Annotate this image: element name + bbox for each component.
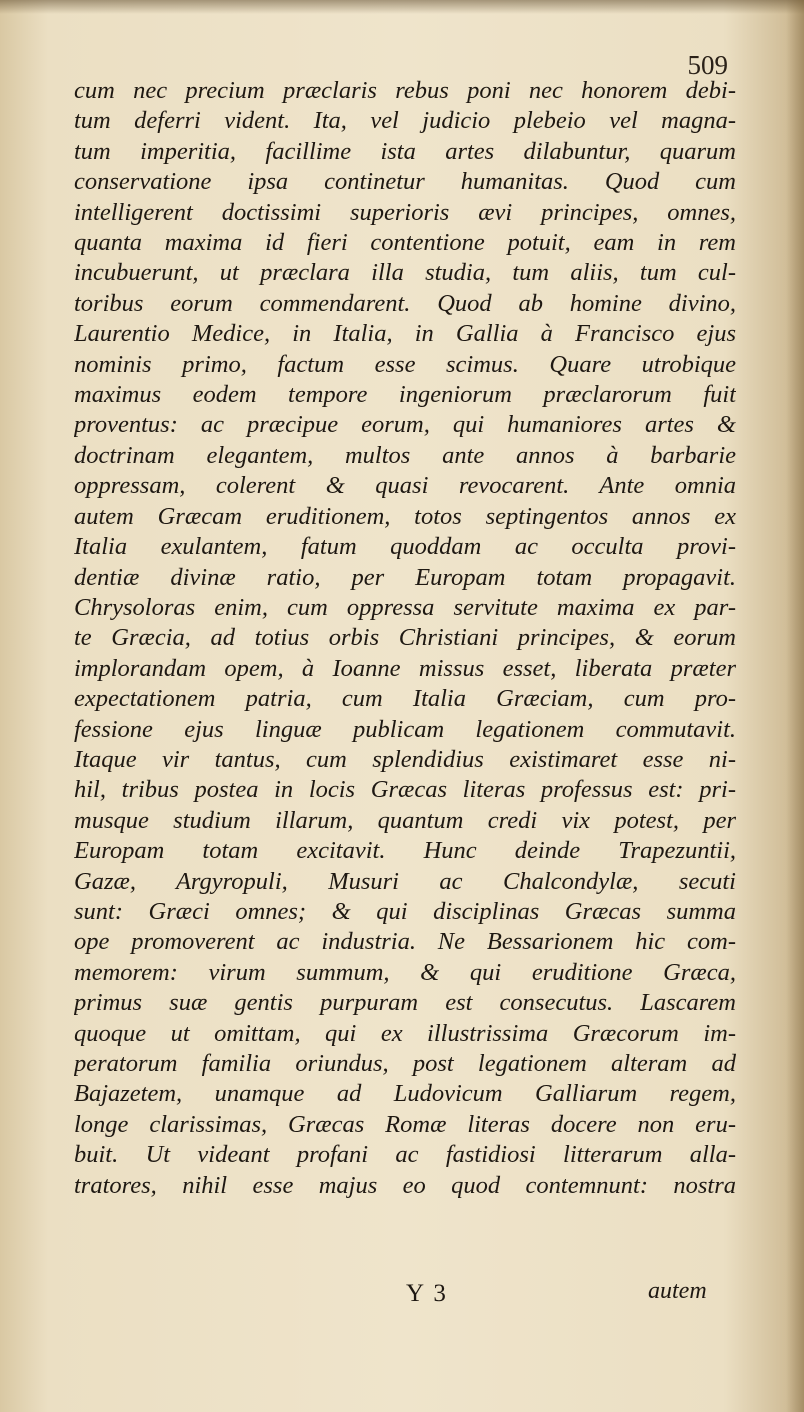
text-line: Gazæ, Argyropuli, Musuri ac Chalcondylæ, secuti: [74, 867, 736, 895]
text-line: intelligerent doctissimi superioris ævi principes, omnes,: [74, 198, 736, 226]
text-line: toribus eorum commendarent. Quod ab homine divino,: [74, 289, 736, 317]
text-line: tum deferri vident. Ita, vel judicio plebeio vel magna-: [74, 107, 736, 135]
text-line: Laurentio Medice, in Italia, in Gallia à Francisco ejus: [74, 320, 736, 348]
page-shadow-right: [786, 0, 804, 1412]
text-line: nominis primo, factum esse scimus. Quare utrobique: [74, 350, 736, 378]
text-line: autem Græcam eruditionem, totos septingentos annos ex: [74, 502, 736, 530]
text-line: Bajazetem, unamque ad Ludovicum Galliarum regem,: [74, 1080, 736, 1108]
signature-mark: Y 3: [406, 1280, 448, 1307]
text-line: maximus eodem tempore ingeniorum præclarorum fuit: [74, 381, 736, 409]
text-line: longe clarissimas, Græcas Romæ literas docere non eru-: [74, 1110, 736, 1138]
page-footer: [0, 1278, 804, 1318]
text-line: doctrinam elegantem, multos ante annos à barbarie: [74, 441, 736, 469]
text-line: fessione ejus linguæ publicam legationem commutavit.: [74, 715, 736, 743]
text-line: expectationem patria, cum Italia Græciam, cum pro-: [74, 685, 736, 713]
text-line: buit. Ut videant profani ac fastidiosi litterarum alla-: [74, 1141, 736, 1169]
text-line: memorem: virum summum, & qui eruditione Græca,: [74, 958, 736, 986]
text-line: tratores, nihil esse majus eo quod contemnunt: nostra: [74, 1171, 736, 1199]
text-line: incubuerunt, ut præclara illa studia, tum aliis, tum cul-: [74, 259, 736, 287]
text-line: sunt: Græci omnes; & qui disciplinas Græcas summa: [74, 897, 736, 925]
text-line: te Græcia, ad totius orbis Christiani principes, & eorum: [74, 624, 736, 652]
text-line: quoque ut omittam, qui ex illustrissima Græcorum im-: [74, 1019, 736, 1047]
catchword: autem: [648, 1278, 707, 1304]
text-line: tum imperitia, facillime ista artes dilabuntur, quarum: [74, 137, 736, 165]
text-line: proventus: ac præcipue eorum, qui humaniores artes &: [74, 411, 736, 439]
text-line: conservatione ipsa continetur humanitas. Quod cum: [74, 168, 736, 196]
text-line: dentiæ divinæ ratio, per Europam totam propagavit.: [74, 563, 736, 591]
text-line: quanta maxima id fieri contentione potuit, eam in rem: [74, 229, 736, 257]
body-text: [74, 76, 736, 1201]
text-line: hil, tribus postea in locis Græcas literas professus est: pri-: [74, 776, 736, 804]
text-line: Italia exulantem, fatum quoddam ac occulta provi-: [74, 533, 736, 561]
text-line: musque studium illarum, quantum credi vix potest, per: [74, 806, 736, 834]
text-line: oppressam, colerent & quasi revocarent. Ante omnia: [74, 472, 736, 500]
text-line: primus suæ gentis purpuram est consecutus. Lascarem: [74, 989, 736, 1017]
text-line: Chrysoloras enim, cum oppressa servitute maxima ex par-: [74, 593, 736, 621]
text-line: Itaque vir tantus, cum splendidius existimaret esse ni-: [74, 745, 736, 773]
text-line: ope promoverent ac industria. Ne Bessarionem hic com-: [74, 928, 736, 956]
text-line: Europam totam excitavit. Hunc deinde Trapezuntii,: [74, 837, 736, 865]
text-line: implorandam opem, à Ioanne missus esset, liberata præter: [74, 654, 736, 682]
page-shadow-top: [0, 0, 804, 14]
text-line: cum nec precium præclaris rebus poni nec honorem debi-: [74, 77, 736, 104]
text-line: peratorum familia oriundus, post legationem alteram ad: [74, 1050, 736, 1077]
page-number: 509: [687, 50, 728, 80]
